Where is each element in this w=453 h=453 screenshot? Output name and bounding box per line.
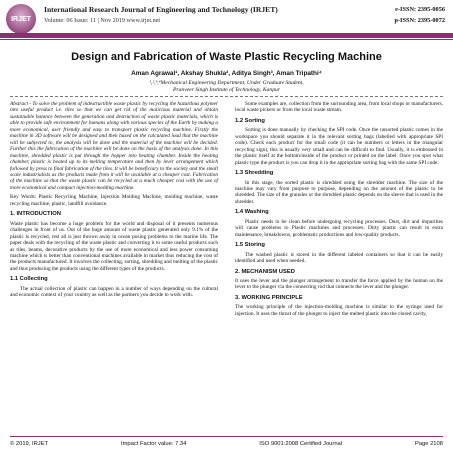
sorting-paragraph: Sorting is done manually by checking the SPI code. Once the unsorted plastic comes in the workspace you should separate it in the relevant sorting bags (labelled with appropriate SPI code). Check each product for the small code (it can be numbers or letters in the triangular recycling sign), this is usually very small and can be difficult to find. Usually, it is embossed in the plastic itself at the bottom/inside of the product or printed on the label. Once you spot what plastic type the product is you can drop it in the appropriate sorting bag with the same SPI code. bbox=[235, 127, 443, 166]
footer-page: Page 2108 bbox=[414, 441, 443, 447]
e-issn: e-ISSN: 2395-0056 bbox=[395, 6, 445, 13]
heading-working-principle: 3. WORKING PRINCIPLE bbox=[235, 294, 303, 301]
journal-title: International Research Journal of Engineering and Technology (IRJET) bbox=[44, 5, 278, 14]
left-column bbox=[10, 101, 218, 302]
p-issn: p-ISSN: 2395-0072 bbox=[394, 17, 445, 24]
washing-paragraph: Plastic needs to be clean before undergoing recycling processes. Dust, dirt and impurities will cause problems to Plastic machines and processes. Dirty plastic can result in extra maintenance, breakdowns, problematic productions and low-quality products. bbox=[235, 218, 443, 238]
heading-storing: 1.5 Storing bbox=[235, 242, 265, 249]
working-paragraph: The working principle of the injection-molding machine is similar to the syringe used for injection. It uses the thrust of the plunger to inject the melted plastic into the closed cavity, bbox=[235, 304, 443, 317]
header-rule-thin bbox=[0, 39, 453, 40]
paper-title: Design and Fabrication of Waste Plastic Recycling Machine bbox=[71, 51, 382, 63]
paper-authors: Aman Agrawal¹, Akshay Shukla², Aditya Singh³, Aman Tripathi⁴ bbox=[131, 70, 322, 77]
storing-paragraph: The washed plastic is stored in the different labeled containers so that it can be easily identified and used when needed. bbox=[235, 251, 443, 265]
page-footer bbox=[10, 441, 443, 447]
intro-paragraph: Waste plastic has become a huge problem for the world and disposal of it presents numerous challenges in front of us. Out of the huge amount of waste plastic generated only 9.1% of the plastic is recycled, rest all is just thrown away in ocean posing problems to the marine life. The paper deals with the recycling of the waste plastic and converting it to some useful products such as tiles, beams, decorative products by the use of more economical and less power consuming machine which is better than conventional machines available in market thus reducing the cost of the products manufactured. It involves the collecting, sorting, shredding and melting of the plastic and thus producing the products using the different types of the products. bbox=[10, 220, 218, 272]
mechanism-paragraph: It uses the lever and the plunger arrangement to transfer the force applied by the human on the lever to the plunger via the connecting rod that connects the lever and the plunger. bbox=[235, 277, 443, 291]
paper-affiliation bbox=[0, 80, 453, 94]
separator-line bbox=[10, 96, 443, 97]
journal-logo bbox=[6, 4, 36, 34]
keywords: Key Words: Plastic Recycling Machine, Injection Molding Machine, molding machine, waste recycling machine, plastic, landfill avoidance. bbox=[10, 194, 218, 207]
affiliation-line-1: ¹,²,³,⁴Mechanical Engineering Department, Under Graduate Student, bbox=[149, 80, 304, 86]
collecting-paragraph: The actual collection of plastic can happen in a number of ways depending on the cultural and economic context of your country as well as the partners you decide to work with. bbox=[10, 285, 218, 299]
footer-rule bbox=[10, 436, 443, 437]
heading-sorting: 1.2 Sorting bbox=[235, 117, 265, 124]
footer-impact-factor: Impact Factor value: 7.34 bbox=[120, 441, 187, 447]
volume-line: Volume: 06 Issue: 11 | Nov 2019 www.irjet.net bbox=[44, 17, 161, 24]
affiliation-line-2: Pranveer Singh Institute of Technology, Kanpur bbox=[173, 87, 280, 93]
right-column bbox=[235, 101, 443, 320]
footer-iso: ISO 9001:2008 Certified Journal bbox=[259, 441, 343, 447]
collection-examples-paragraph: Some examples are, collection from the surrounding area, from local shops or manufacturers, local waste pickers or from the local waste stream. bbox=[235, 101, 443, 114]
heading-mechanism: 2. MECHANISM USED bbox=[235, 268, 295, 275]
logo-text: IRJET bbox=[11, 15, 31, 23]
abstract: Abstract - To solve the problem of indestructible waste plastic by recycling the hazardous polymer into useful product i.e. tiles so that we can get rid of the malicious material and obtain sustainable balance between the generation and destruction of waste plastic materials, which is able to provide safe environment for humans along with various species of the Earth by making a more economical, user friendly and easy to transport plastic recycling machine. Firstly the machine in 3D software will be designed and then based on the calculated load that the machine will be subjected to, the analysis will be done and the material of the machine will be decided. Further this the fabrication of the machine will be done on the basis of the analysis done. In this machine, shredded plastic is put through the hopper into heating chamber. Inside the heating chamber, plastic is heated up to its melting temperature and then by lever arrangement which followed by press to final fabrication of the tiles. It will be beneficiary to the society and the small scale industrialists as the products made from it will be available at a cheaper cost. Fabrication of the machine so that the waste plastic can be recycled at a much cheaper cost with the use of more economical and compact injection-molding machine. bbox=[10, 101, 218, 191]
heading-shredding: 1.3 Shredding bbox=[235, 170, 274, 177]
header-rule bbox=[0, 33, 453, 38]
footer-copyright: © 2019, IRJET bbox=[10, 441, 49, 447]
heading-collecting: 1.1 Collecting bbox=[10, 276, 48, 283]
shredding-paragraph: In this stage, the sorted plastic is shredded using the shredder machine. The size of the machine may vary from purpose to purpose, depending on the amount of the plastic to be shredded. The size of the granules or the shredded plastic depends on the sleeve that is used in the shredder. bbox=[235, 179, 443, 205]
heading-introduction: 1. INTRODUCTION bbox=[10, 211, 61, 218]
heading-washing: 1.4 Washing bbox=[235, 209, 269, 216]
journal-header bbox=[0, 0, 453, 38]
